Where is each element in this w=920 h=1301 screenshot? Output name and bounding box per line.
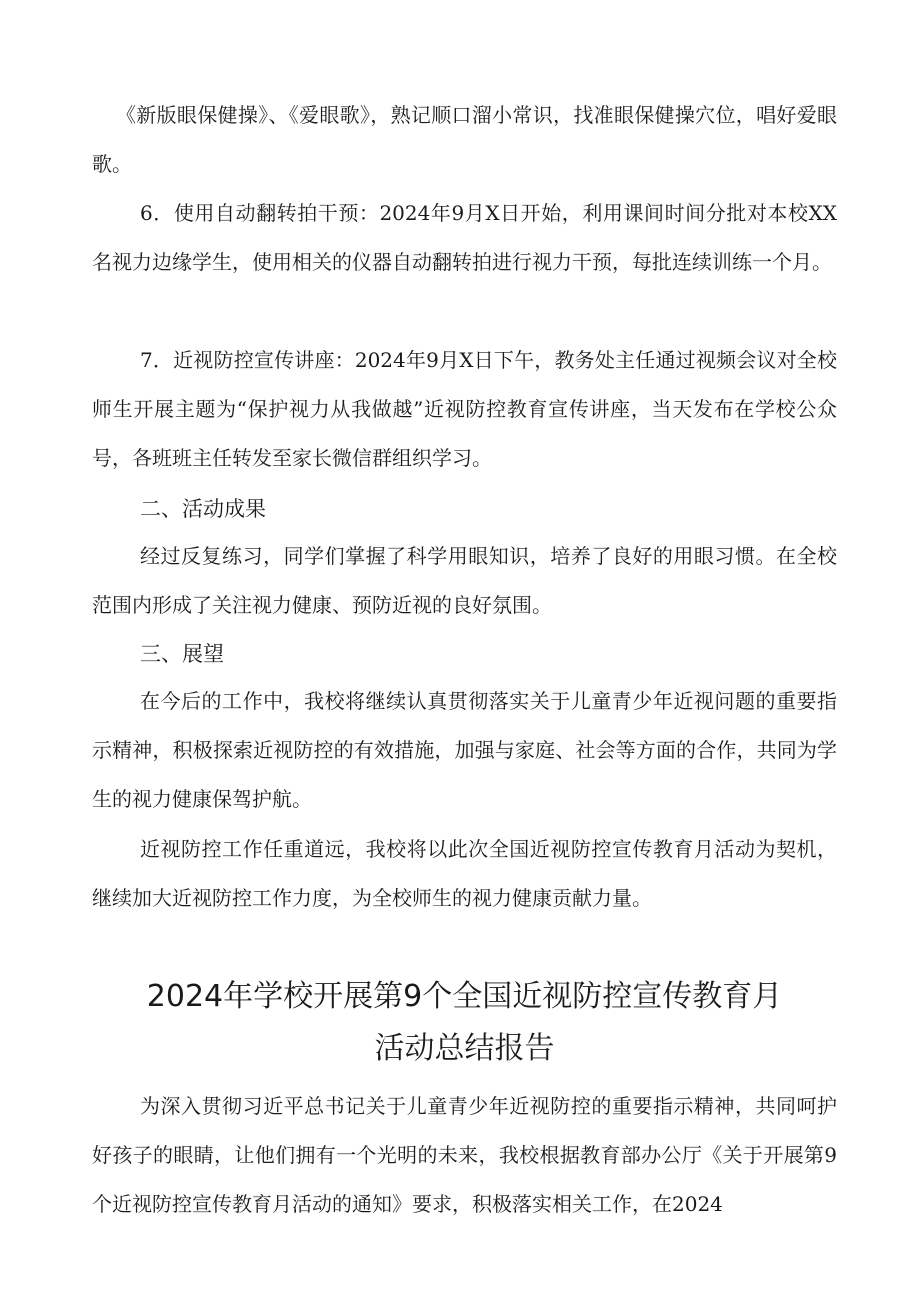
paragraph-outlook-2: 近视防控工作任重道远，我校将以此次全国近视防控宣传教育月活动为契机，继续加大近视防控工作力度，为全校师生的视力健康贡献力量。 [92, 837, 837, 910]
paragraph-outlook-1: 在今后的工作中，我校将继续认真贯彻落实关于儿童青少年近视问题的重要指示精神，积极探索近视防控的有效措施，加强与家庭、社会等方面的合作，共同为学生的视力健康保驾护航。 [92, 689, 837, 811]
paragraph-eye-exercise-continued: 《新版眼保健操》、《爱眼歌》，熟记顺口溜小常识，找准眼保健操穴位，唱好爱眼歌。 [92, 103, 837, 176]
heading-results: 二、活动成果 [140, 497, 266, 521]
paragraph-item-6: 6．使用自动翻转拍干预：2024年9月X日开始，利用课间时间分批对本校XX名视力边缘学生，使用相关的仪器自动翻转拍进行视力干预，每批连续训练一个月。 [92, 201, 837, 274]
paragraph-results: 经过反复练习，同学们掌握了科学用眼知识，培养了良好的用眼习惯。在全校范围内形成了关注视力健康、预防近视的良好氛围。 [92, 544, 837, 617]
paragraph-item-7: 7．近视防控宣传讲座：2024年9月X日下午，教务处主任通过视频会议对全校师生开展主题为“保护视力从我做越”近视防控教育宣传讲座，当天发布在学校公众号，各班班主任转发至家长微信群组织学习。 [92, 348, 837, 470]
report-title-line-1: 2024年学校开展第9个全国近视防控宣传教育月 [146, 979, 783, 1014]
heading-outlook: 三、展望 [140, 642, 224, 666]
report-title-line-2: 活动总结报告 [374, 1031, 555, 1066]
paragraph-intro: 为深入贯彻习近平总书记关于儿童青少年近视防控的重要指示精神，共同呵护好孩子的眼睛，让他们拥有一个光明的未来，我校根据教育部办公厅《关于开展第9个近视防控宣传教育月活动的通知》要求，积极落实相关工作，在2024 [92, 1094, 837, 1216]
